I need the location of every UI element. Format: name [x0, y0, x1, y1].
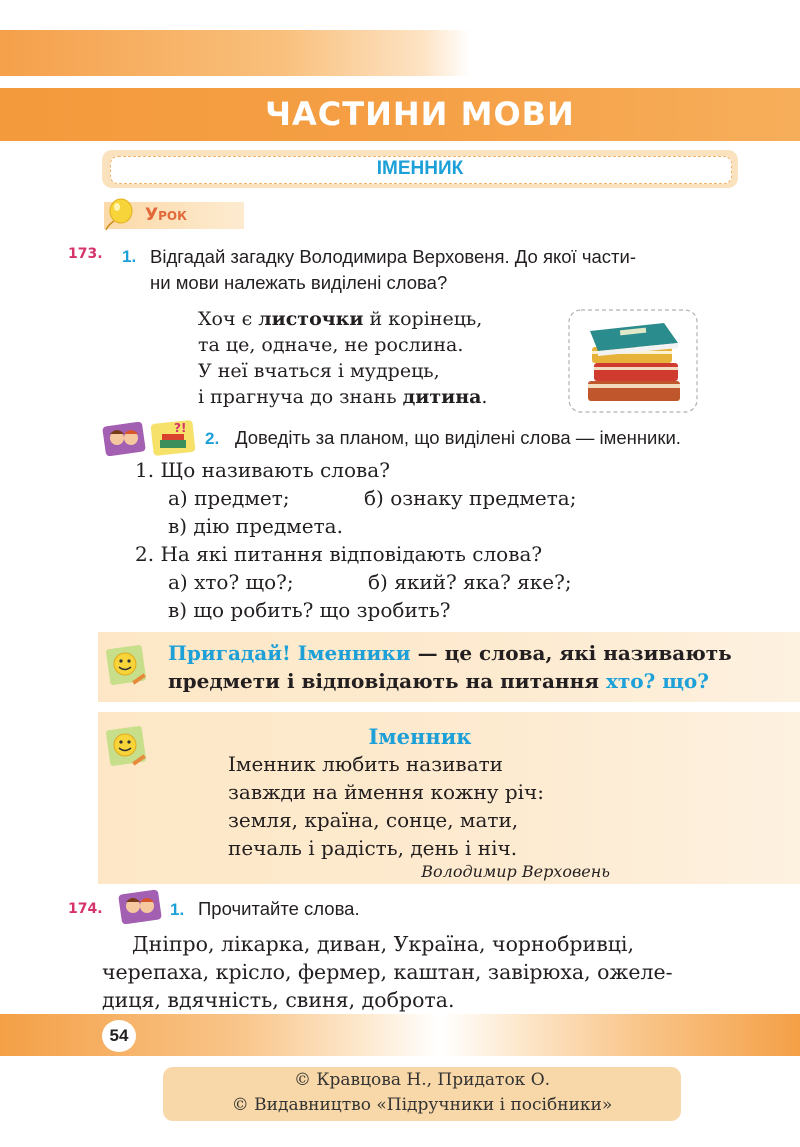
riddle-poem: [198, 306, 558, 410]
word-list-line: диця, вдячність, свиня, доброта.: [102, 988, 455, 1012]
poem-line: У неї вчаться і мудрець,: [198, 360, 440, 382]
page-number: 54: [102, 1020, 136, 1052]
rhyme-line: земля, країна, сонце, мати,: [228, 808, 519, 832]
poem-line: і прагнуча до знань дитина.: [198, 386, 488, 408]
plan-question-1: 1. Що називають слова?: [135, 458, 390, 482]
thinking-books-icon: [150, 418, 196, 456]
task-2-text: Доведіть за планом, що виділені слова — іменники.: [235, 427, 681, 448]
chapter-title: ЧАСТИНИ МОВИ: [265, 95, 575, 133]
section-title: ІМЕННИК: [376, 158, 464, 179]
poem-line: та це, одначе, не рослина.: [198, 334, 464, 356]
pair-work-icon: [102, 420, 148, 456]
word-list: [102, 930, 782, 1014]
svg-text:?!: ?!: [174, 421, 187, 435]
highlighted-word: листочки: [258, 308, 364, 330]
plan-option: б) ознаку предмета;: [364, 486, 577, 510]
task-1-text: [150, 244, 750, 296]
task-1-line: ни мови належать виділені слова?: [150, 272, 448, 293]
plan-option: в) що робить? що зробить?: [168, 598, 451, 622]
balloon-icon: [102, 197, 136, 231]
pair-work-icon: [118, 888, 164, 924]
copyright-line: © Видавництво «Підручники і посібники»: [231, 1095, 613, 1115]
remember-rest: — це слова, які називають: [410, 641, 732, 665]
smiley-note-icon: [104, 643, 152, 689]
word-list-line: Дніпро, лікарка, диван, Україна, чорнобривці,: [132, 932, 634, 956]
task-2-number: 2.: [205, 429, 220, 448]
remember-text: Пригадай! Іменники — це слова, які називають предмети і відповідають на питання хто? що?: [168, 641, 732, 693]
rhyme-title: Іменник: [368, 724, 472, 749]
rhyme-author: Володимир Верховень: [421, 862, 610, 881]
task-1-number: 1.: [170, 900, 185, 919]
task-1-text: Прочитайте слова.: [198, 898, 360, 919]
top-decor-band: [0, 30, 470, 76]
plan-option: в) дію предмета.: [168, 514, 343, 538]
task-1-number: 1.: [122, 247, 137, 266]
task-1-line: Відгадай загадку Володимира Верховеня. До якої части-: [150, 246, 636, 267]
exercise-number-173: 173.: [68, 246, 103, 262]
copyright-line: © Кравцова Н., Придаток О.: [293, 1070, 551, 1090]
rhyme-line: Іменник любить називати: [228, 752, 504, 776]
rhyme-line: завжди на ймення кожну річ:: [228, 780, 545, 804]
exercise-number-174: 174.: [68, 901, 103, 917]
smiley-note-icon: [104, 724, 152, 770]
plan-option: а) хто? що?;: [168, 570, 294, 594]
books-illustration: [568, 309, 698, 413]
remember-lead: Пригадай! Іменники: [168, 641, 411, 665]
lesson-label: Урок: [145, 205, 187, 225]
copyright-text: [163, 1068, 681, 1118]
rhyme-line: печаль і радість, день і ніч.: [228, 836, 518, 860]
plan-option: а) предмет;: [168, 486, 290, 510]
plan-question-2: 2. На які питання відповідають слова?: [135, 542, 543, 566]
rhyme-text: [228, 750, 648, 862]
word-list-line: черепаха, крісло, фермер, каштан, завірюха, ожеле-: [102, 960, 673, 984]
question-words: хто? що?: [605, 669, 709, 693]
plan-option: б) який? яка? яке?;: [368, 570, 572, 594]
poem-line: Хоч є листочки й корінець,: [198, 308, 483, 330]
highlighted-word: дитина: [402, 386, 482, 408]
